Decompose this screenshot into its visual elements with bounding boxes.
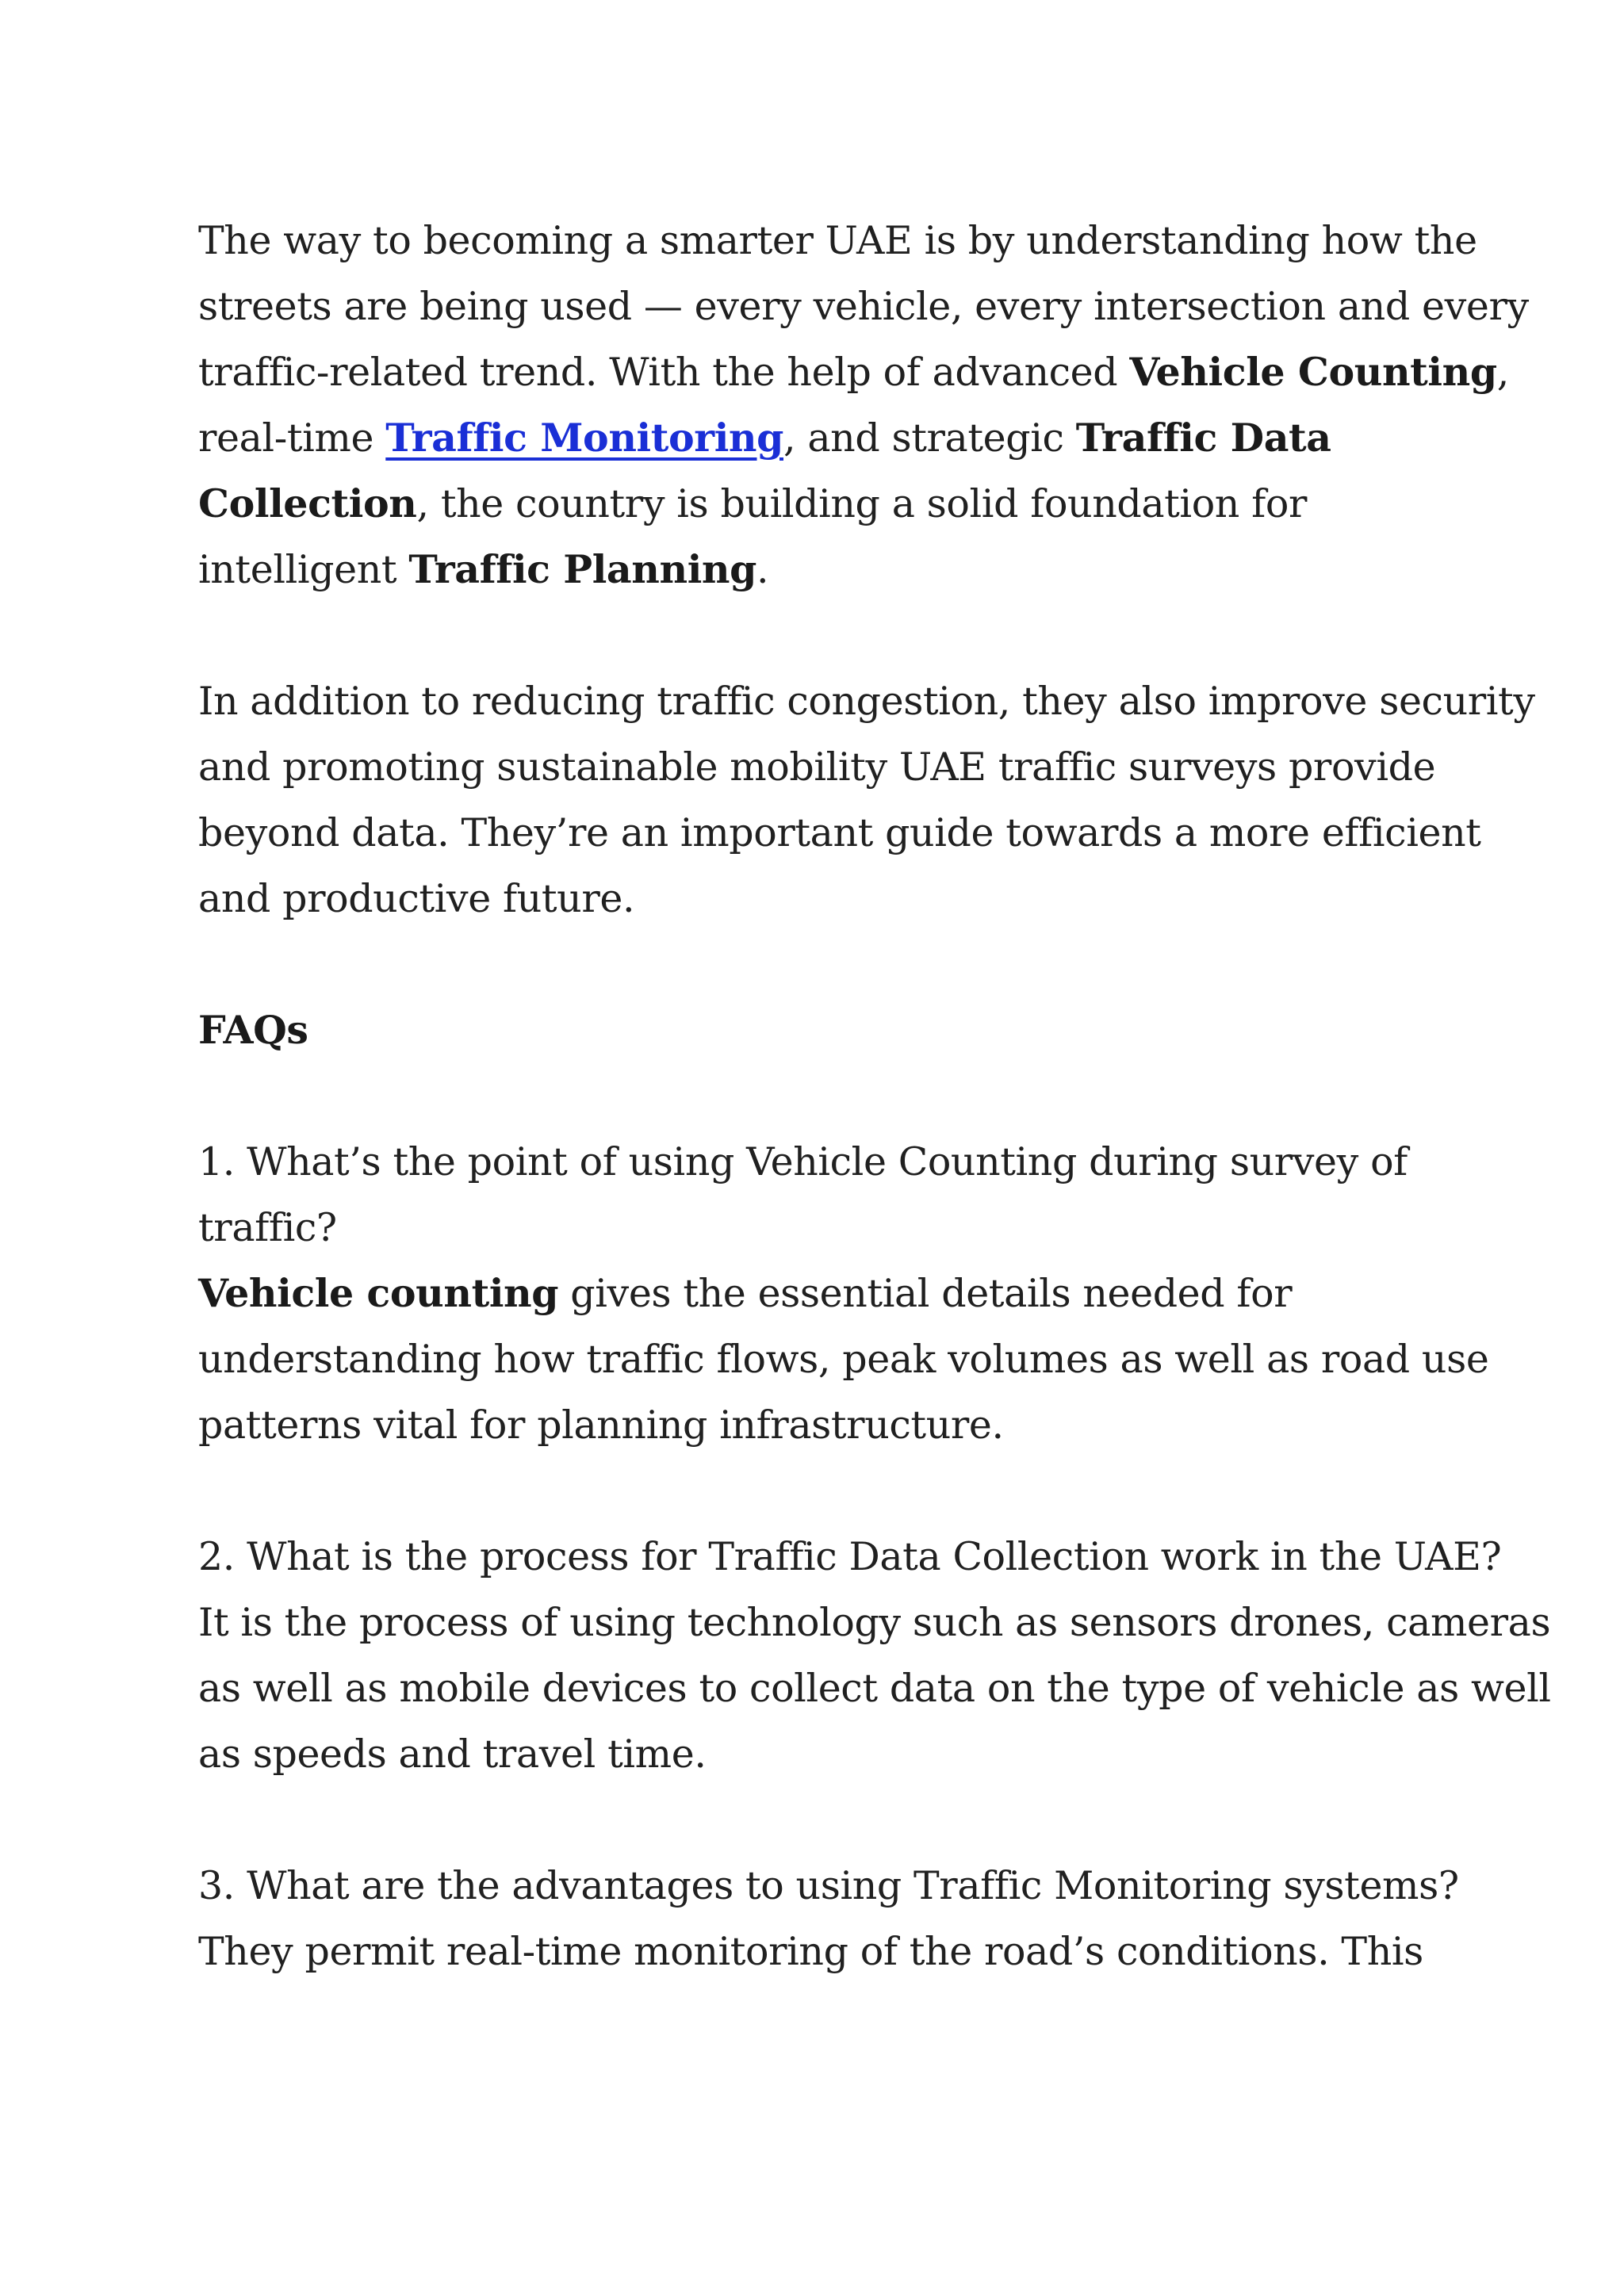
text-line: The way to becoming a smarter UAE is by understanding how the — [198, 218, 1477, 263]
text-run: gives the essential details needed for — [558, 1271, 1293, 1316]
faq-answer: understanding how traffic flows, peak volumes as well as road use — [198, 1337, 1489, 1382]
faq-question: 1. What’s the point of using Vehicle Counting during survey of — [198, 1139, 1408, 1184]
faq-answer: patterns vital for planning infrastructure. — [198, 1402, 1004, 1448]
faq-item-1 — [198, 1129, 1489, 1458]
faq-answer — [198, 1261, 1451, 1326]
text-run: traffic-related trend. With the help of advanced — [198, 350, 1130, 395]
faq-answer: as speeds and travel time. — [198, 1732, 707, 1777]
text-line: In addition to reducing traffic congestion, they also improve security — [198, 679, 1535, 724]
text-run: , the country is building a solid foundation for — [416, 481, 1307, 526]
faq-question: 3. What are the advantages to using Traffic Monitoring systems? — [198, 1863, 1459, 1908]
text-run: . — [756, 547, 769, 592]
text-run: intelligent — [198, 547, 409, 592]
text-line — [198, 537, 1451, 603]
faq-item-2 — [198, 1524, 1551, 1787]
faq-answer: They permit real-time monitoring of the road’s conditions. This — [198, 1929, 1423, 1974]
faq-item-3 — [198, 1853, 1459, 1984]
traffic-monitoring-link[interactable]: Traffic Monitoring — [385, 415, 783, 461]
intro-paragraph — [198, 208, 1529, 603]
text-line — [198, 339, 1509, 405]
bold-term-vehicle-counting: Vehicle Counting — [1129, 349, 1497, 395]
bold-term-vehicle-counting: Vehicle counting — [198, 1270, 559, 1316]
conclusion-paragraph — [198, 668, 1535, 932]
faq-question: 2. What is the process for Traffic Data Collection work in the UAE? — [198, 1534, 1502, 1579]
faq-answer: It is the process of using technology such as sensors drones, cameras — [198, 1600, 1551, 1645]
faq-heading: FAQs — [198, 1007, 308, 1053]
text-run: , and strategic — [783, 415, 1076, 461]
text-line: and promoting sustainable mobility UAE traffic surveys provide — [198, 744, 1436, 790]
bold-term-traffic-planning: Traffic Planning — [408, 546, 757, 592]
text-line — [198, 405, 1451, 471]
faq-question: traffic? — [198, 1205, 337, 1250]
text-line: and productive future. — [198, 876, 635, 921]
text-line — [198, 471, 1451, 537]
text-line: beyond data. They’re an important guide towards a more efficient — [198, 810, 1481, 855]
text-run: real-time — [198, 415, 386, 461]
text-line: streets are being used — every vehicle, every intersection and every — [198, 284, 1529, 329]
bold-term-traffic-data: Traffic Data — [1075, 415, 1331, 461]
document-page — [198, 208, 1551, 2050]
text-run: , — [1496, 350, 1509, 395]
faq-answer: as well as mobile devices to collect data on the type of vehicle as well — [198, 1666, 1551, 1711]
bold-term-collection: Collection — [198, 480, 417, 526]
